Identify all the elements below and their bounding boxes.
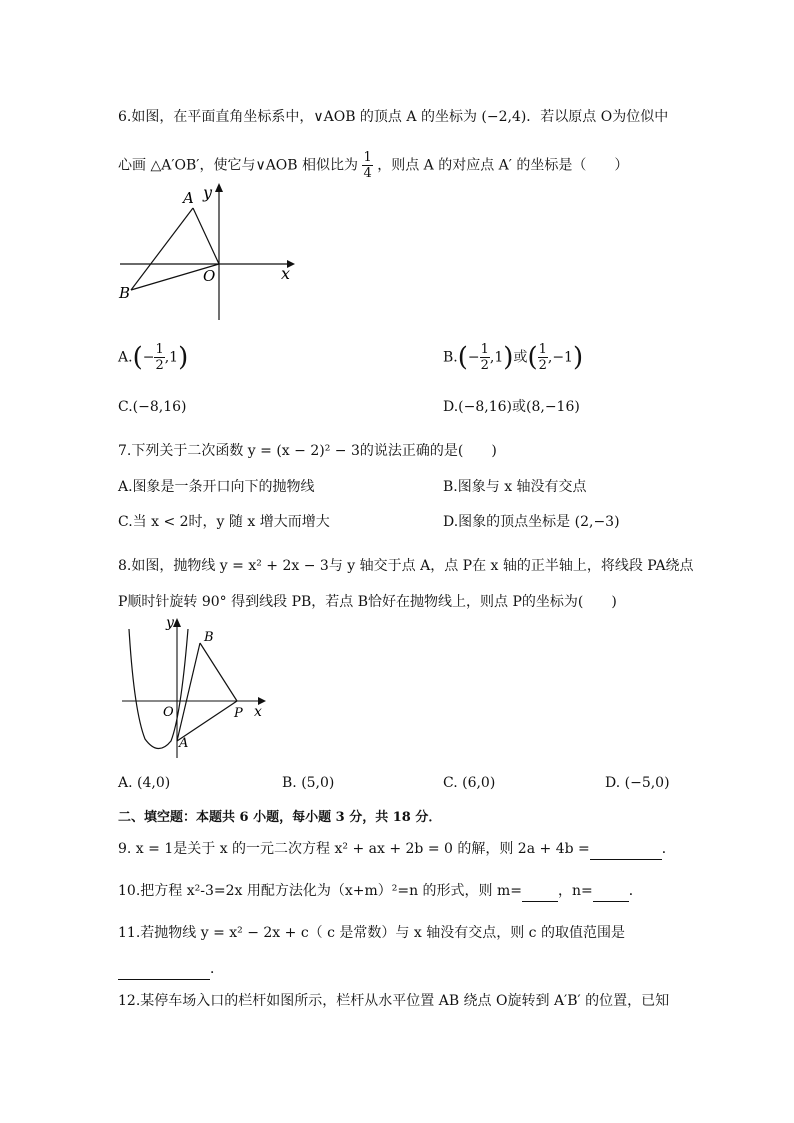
q11-end: ． xyxy=(210,961,224,977)
q6-option-A-fraction xyxy=(154,342,164,373)
q6-stem-line2 xyxy=(118,150,628,181)
q8-option-C: C. (6,0) xyxy=(443,775,496,791)
q6-option-B-tail1: ,1 xyxy=(489,349,504,366)
q8-label-P: P xyxy=(234,706,243,721)
q9-text: 9. x = 1是关于 x 的一元二次方程 x² + ax + 2b = 0 的解，则 2a + 4b = xyxy=(118,841,590,857)
q6-option-B-num2: 1 xyxy=(538,342,547,357)
q6-ratio-fraction xyxy=(362,150,372,181)
q6-option-B: B.(− $\frac{1}{2}$ ,1)或( $\frac{1}{2}$ ,−1) xyxy=(443,342,584,373)
q10-text-b: ，n= xyxy=(558,883,593,899)
q8-label-x: x xyxy=(254,704,262,720)
q10-end: ． xyxy=(628,883,643,899)
q6-label-y: y xyxy=(203,183,213,202)
q6-label-x: x xyxy=(281,264,291,283)
q10-text-a: 10.把方程 x²-3=2x 用配方法化为（x+m）²=n 的形式，则 m= xyxy=(118,883,523,899)
q6-option-A-sign: − xyxy=(142,349,155,366)
q6-label-A: A xyxy=(183,189,194,207)
q6-option-B-prefix: B. xyxy=(443,349,458,366)
q6-stem-line2-b: ，则点 A 的对应点 A′ 的坐标是（ ） xyxy=(377,157,629,174)
q9 xyxy=(118,838,676,860)
q6-option-A-den: 2 xyxy=(155,358,164,373)
q7-option-A: A.图象是一条开口向下的抛物线 xyxy=(118,479,315,495)
q10-m-blank[interactable] xyxy=(522,883,558,902)
q8-label-A: A xyxy=(179,736,189,751)
q6-option-A-num: 1 xyxy=(155,342,164,357)
q7-stem: 7.下列关于二次函数 y = (x − 2)² − 3的说法正确的是( ) xyxy=(118,443,497,459)
q8-label-y: y xyxy=(166,615,174,631)
q6-option-A-prefix: A. xyxy=(118,349,133,366)
q8-label-O: O xyxy=(163,705,174,720)
q8-segment-AB xyxy=(177,643,200,741)
q6-option-A-tail: ,1 xyxy=(164,349,179,366)
q11-text: 11.若抛物线 y = x² − 2x + c（ c 是常数）与 x 轴没有交点，则 c 的取值范围是 xyxy=(118,925,625,941)
q11-answer-blank[interactable] xyxy=(118,961,210,980)
q6-stem-line1: 6.如图，在平面直角坐标系中，∨AOB 的顶点 A 的坐标为 (−2,4)．若以原点 O为位似中 xyxy=(118,109,669,125)
q6-y-arrow xyxy=(215,183,223,192)
q8-y-arrow xyxy=(173,618,181,627)
q6-option-B-fraction1 xyxy=(480,342,490,373)
q6-stem-line2-a: 心画 △A′OB′，使它与∨AOB 相似比为 xyxy=(118,157,359,174)
q6-ratio-denominator: 4 xyxy=(363,166,372,181)
q11-answer-line xyxy=(118,958,224,980)
q6-segment-OA xyxy=(193,208,219,264)
q6-figure xyxy=(115,180,305,325)
q6-segment-AB xyxy=(131,208,193,290)
q6-option-A: A.(− $\frac{1}{2}$ ,1) xyxy=(118,342,189,373)
q10-n-blank[interactable] xyxy=(593,883,629,902)
q8-segment-PA xyxy=(177,701,237,741)
q6-label-O: O xyxy=(203,267,216,285)
q6-option-B-num1: 1 xyxy=(480,342,489,357)
q10 xyxy=(118,880,643,902)
q6-option-D: D.(−8,16)或(8,−16) xyxy=(443,399,580,415)
q7-option-B: B.图象与 x 轴没有交点 xyxy=(443,479,587,495)
q6-ratio-numerator: 1 xyxy=(363,150,372,165)
q6-option-B-den2: 2 xyxy=(538,358,547,373)
q9-answer-blank[interactable] xyxy=(590,841,662,860)
q8-option-A: A. (4,0) xyxy=(118,775,171,791)
q7-option-D: D.图象的顶点坐标是 (2,−3) xyxy=(443,514,620,530)
q6-option-B-or: 或 xyxy=(513,349,528,366)
q9-end: ． xyxy=(661,841,676,857)
q8-stem-line1: 8.如图，抛物线 y = x² + 2x − 3与 y 轴交于点 A，点 P在 x 轴的正半轴上，将线段 PA绕点 xyxy=(118,558,694,574)
q8-stem-line2: P顺时针旋转 90° 得到线段 PB，若点 B恰好在抛物线上，则点 P的坐标为( ) xyxy=(118,594,617,610)
q7-option-C: C.当 x < 2时，y 随 x 增大而增大 xyxy=(118,514,330,530)
q6-option-B-sign: − xyxy=(467,349,480,366)
q6-option-B-fraction2 xyxy=(538,342,548,373)
q8-option-D: D. (−5,0) xyxy=(605,775,670,791)
section-2-heading: 二、填空题：本题共 6 小题，每小题 3 分，共 18 分． xyxy=(118,810,442,825)
q12-text: 12.某停车场入口的栏杆如图所示，栏杆从水平位置 AB 绕点 O旋转到 A′B′ 的位置，已知 xyxy=(118,993,670,1009)
q6-option-B-den1: 2 xyxy=(480,358,489,373)
q8-figure xyxy=(118,615,273,760)
q8-option-B: B. (5,0) xyxy=(282,775,335,791)
q6-label-B: B xyxy=(119,284,131,302)
q8-segment-PB xyxy=(200,643,237,701)
q8-label-B: B xyxy=(204,630,214,645)
q6-option-C: C.(−8,16) xyxy=(118,399,187,415)
q6-option-B-tail2: ,−1 xyxy=(547,349,573,366)
